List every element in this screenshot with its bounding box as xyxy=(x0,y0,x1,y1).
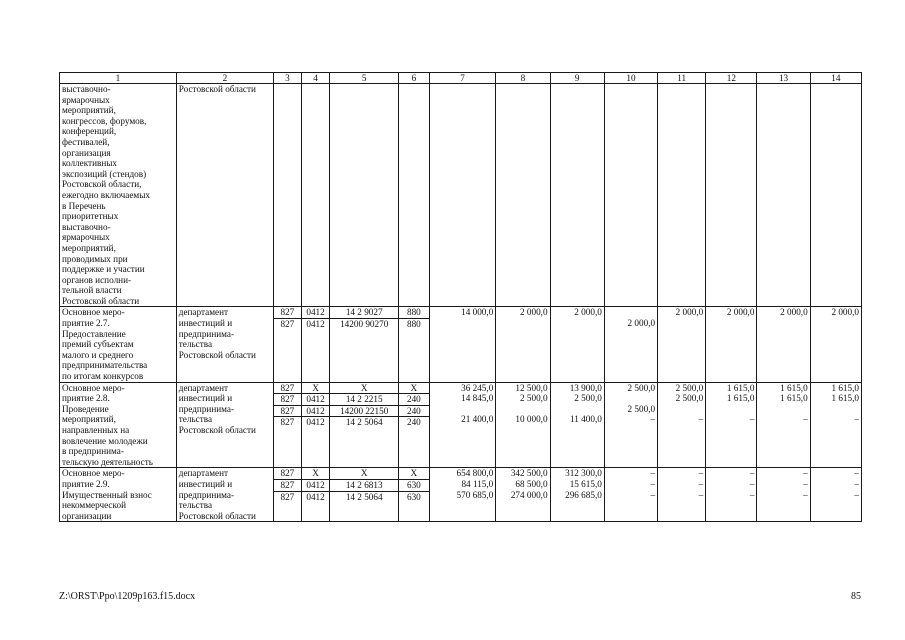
value-cell xyxy=(604,382,657,468)
cell-text: приоритетных xyxy=(62,211,119,222)
cell-value: 827 xyxy=(280,307,295,318)
value-cell xyxy=(496,307,550,382)
cell-text: Ростовской области, xyxy=(62,179,142,190)
value-cell xyxy=(604,307,657,382)
cell-value: – xyxy=(803,468,808,479)
cell-value: 84 115,0 xyxy=(461,478,494,489)
cell-value: 880 xyxy=(399,318,429,330)
cell-value: – xyxy=(854,478,859,489)
value-cell xyxy=(757,84,810,307)
column-header: 14 xyxy=(810,73,861,84)
cell-value: 827 xyxy=(274,479,301,491)
cell-value: 570 685,0 xyxy=(456,489,494,500)
cell-text: выставочно- xyxy=(62,84,111,94)
value-cell xyxy=(429,382,496,468)
cell-value: – xyxy=(698,489,704,500)
cell-value: 0412 xyxy=(302,405,330,417)
cell-value: 0412 xyxy=(302,393,330,405)
value-cell xyxy=(429,84,496,307)
cell-value: – xyxy=(749,489,755,500)
cell-text: малого и среднего xyxy=(62,349,134,360)
cell-value: – xyxy=(698,468,704,479)
value-cell xyxy=(706,84,757,307)
cell-value: Х xyxy=(360,382,368,393)
column-header: 7 xyxy=(429,73,496,84)
executor-cell xyxy=(176,468,273,522)
value-cell xyxy=(301,468,330,522)
cell-value: 827 xyxy=(274,416,301,428)
cell-value: 312 300,0 xyxy=(565,468,602,479)
cell-text: организация xyxy=(62,147,111,158)
value-cell xyxy=(658,307,706,382)
cell-value: Х xyxy=(312,382,319,393)
cell-text: поддержке и участии xyxy=(62,264,145,275)
value-cell xyxy=(301,382,330,468)
cell-value: 68 500,0 xyxy=(515,478,548,489)
cell-text: тельства xyxy=(178,414,213,425)
value-cell xyxy=(604,468,657,522)
value-cell xyxy=(757,382,810,468)
cell-value xyxy=(660,404,703,415)
cell-value: – xyxy=(698,478,704,489)
value-cell xyxy=(604,84,657,307)
executor-cell xyxy=(176,382,273,468)
column-header: 2 xyxy=(176,73,273,84)
value-cell xyxy=(550,468,604,522)
cell-value: 2 000,0 xyxy=(675,307,704,318)
cell-value xyxy=(759,318,807,329)
cell-text: Имущественный взнос xyxy=(62,489,152,500)
cell-value: 1 615,0 xyxy=(831,382,859,393)
value-cell xyxy=(301,307,330,382)
table-row xyxy=(60,382,862,468)
cell-text: Ростовской области xyxy=(62,295,140,306)
cell-text: Предоставление xyxy=(62,328,126,339)
column-header: 9 xyxy=(550,73,604,84)
cell-text: приятие 2.7. xyxy=(62,318,110,329)
cell-value: 827 xyxy=(274,318,301,330)
value-cell xyxy=(301,84,330,307)
value-cell xyxy=(550,307,604,382)
value-cell xyxy=(810,468,861,522)
cell-value xyxy=(498,318,547,329)
activity-name-cell xyxy=(60,468,177,522)
cell-value: 296 685,0 xyxy=(565,489,602,500)
cell-value xyxy=(553,318,602,329)
cell-value: 274 000,0 xyxy=(510,489,548,500)
value-cell xyxy=(658,84,706,307)
cell-text: Проведение xyxy=(62,403,109,414)
cell-value: – xyxy=(650,489,656,500)
cell-value: 14 2 2215 xyxy=(330,393,398,405)
cell-value: 827 xyxy=(280,468,295,479)
column-header: 5 xyxy=(330,73,399,84)
value-cell xyxy=(330,84,399,307)
cell-text: Ростовской области xyxy=(178,84,256,94)
cell-value xyxy=(553,404,602,415)
cell-text: Основное меро- xyxy=(62,382,125,393)
cell-text: Основное меро- xyxy=(62,307,125,318)
cell-value: 14200 22150 xyxy=(330,405,398,417)
cell-text: приятие 2.8. xyxy=(62,393,110,404)
cell-value: 2 500,0 xyxy=(627,382,656,393)
value-cell xyxy=(550,382,604,468)
cell-value: – xyxy=(650,478,656,489)
column-header: 1 xyxy=(60,73,177,84)
cell-text: предпринимательства xyxy=(62,360,148,371)
cell-value: Х xyxy=(410,382,418,393)
cell-value: 14 2 5064 xyxy=(330,416,398,428)
cell-value: 2 500,0 xyxy=(675,393,704,404)
cell-value: 827 xyxy=(280,382,295,393)
cell-value: 240 xyxy=(399,405,429,417)
value-cell xyxy=(399,307,430,382)
column-header: 10 xyxy=(604,73,657,84)
value-cell xyxy=(399,84,430,307)
cell-value: 240 xyxy=(399,393,429,405)
cell-text: организации xyxy=(62,510,112,521)
column-header: 11 xyxy=(658,73,706,84)
cell-value: – xyxy=(650,414,656,425)
cell-value: 0412 xyxy=(302,479,330,491)
page-number: 85 xyxy=(851,591,861,602)
value-cell xyxy=(658,382,706,468)
cell-text: приятие 2.9. xyxy=(62,478,110,489)
cell-value: – xyxy=(803,489,808,500)
table-row xyxy=(60,307,862,382)
cell-value: 630 xyxy=(399,491,429,503)
cell-text: департамент xyxy=(178,468,229,479)
cell-value: 1 615,0 xyxy=(780,393,808,404)
cell-value: 342 500,0 xyxy=(510,468,548,479)
cell-text: Ростовской области xyxy=(178,425,256,435)
cell-text: ярмарочных xyxy=(62,94,110,105)
executor-cell xyxy=(176,84,273,307)
value-cell xyxy=(274,84,302,307)
cell-value: 240 xyxy=(399,416,429,428)
cell-value: – xyxy=(749,478,755,489)
value-cell xyxy=(274,468,302,522)
cell-value xyxy=(432,318,494,329)
file-path: Z:\ORST\Ppo\1209p163.f15.docx xyxy=(59,591,196,602)
cell-value: 2 500,0 xyxy=(574,393,602,404)
value-cell xyxy=(706,468,757,522)
cell-value xyxy=(498,404,547,415)
value-cell xyxy=(429,468,496,522)
cell-text: предпринима- xyxy=(178,403,235,414)
cell-text: в Перечень xyxy=(62,200,106,211)
cell-value xyxy=(708,318,754,329)
value-cell xyxy=(757,307,810,382)
cell-value: 12 500,0 xyxy=(515,382,548,393)
cell-value: 14 2 9027 xyxy=(345,307,383,318)
cell-value: – xyxy=(803,414,808,425)
cell-text: предпринима- xyxy=(178,328,235,339)
cell-value: – xyxy=(749,414,755,425)
cell-value: 14 845,0 xyxy=(461,393,494,404)
cell-value: 630 xyxy=(399,479,429,491)
value-cell xyxy=(496,468,550,522)
cell-value: 2 500,0 xyxy=(520,393,548,404)
cell-value: Х xyxy=(410,468,418,479)
cell-value: 2 000,0 xyxy=(520,307,548,318)
value-cell xyxy=(330,307,399,382)
value-cell xyxy=(274,307,302,382)
cell-text: Основное меро- xyxy=(62,468,125,479)
cell-value xyxy=(708,404,754,415)
cell-value: 0412 xyxy=(302,416,330,428)
cell-text: тельскую деятельность xyxy=(62,456,153,467)
table-row xyxy=(60,84,862,307)
cell-text: фестивалей, xyxy=(62,136,110,147)
cell-value: 0412 xyxy=(306,307,325,318)
cell-value: – xyxy=(854,468,859,479)
value-cell xyxy=(706,382,757,468)
column-header: 3 xyxy=(274,73,302,84)
cell-text: проводимых при xyxy=(62,253,128,264)
cell-value: – xyxy=(749,468,755,479)
cell-value: 14 2 5064 xyxy=(330,491,398,503)
value-cell xyxy=(810,84,861,307)
cell-text: органов исполни- xyxy=(62,274,132,285)
value-cell xyxy=(810,307,861,382)
cell-text: тельства xyxy=(178,339,213,350)
value-cell xyxy=(399,468,430,522)
table-row xyxy=(60,468,862,522)
cell-value xyxy=(813,318,859,329)
cell-text: конгрессов, форумов, xyxy=(62,115,147,126)
value-cell xyxy=(429,307,496,382)
cell-value: 2 000,0 xyxy=(831,307,859,318)
column-header: 13 xyxy=(757,73,810,84)
activity-name-cell xyxy=(60,307,177,382)
cell-text: в предпринима- xyxy=(62,446,124,457)
cell-text: премий субъектам xyxy=(62,339,134,350)
value-cell xyxy=(550,84,604,307)
cell-value: – xyxy=(698,414,704,425)
cell-value: 1 615,0 xyxy=(726,393,755,404)
cell-text: мероприятий, xyxy=(62,105,116,116)
cell-text: коллективных xyxy=(62,158,118,169)
cell-value: 10 000,0 xyxy=(515,414,548,425)
column-header: 4 xyxy=(301,73,330,84)
budget-table xyxy=(59,72,862,522)
cell-text: мероприятий, xyxy=(62,242,116,253)
cell-value xyxy=(432,404,494,415)
cell-value: 0412 xyxy=(302,491,330,503)
cell-value: 654 800,0 xyxy=(456,468,494,479)
cell-value: 880 xyxy=(406,307,421,318)
cell-value: 827 xyxy=(274,491,301,503)
cell-value: – xyxy=(803,478,808,489)
cell-value xyxy=(660,318,703,329)
cell-value: – xyxy=(650,468,656,479)
value-cell xyxy=(274,382,302,468)
cell-text: ежегодно включаемых xyxy=(62,189,150,200)
cell-text: вовлечение молодежи xyxy=(62,435,148,446)
cell-value xyxy=(813,404,859,415)
cell-value: 11 400,0 xyxy=(570,414,602,425)
cell-text: тельной власти xyxy=(62,285,122,296)
cell-value: 1 615,0 xyxy=(831,393,859,404)
cell-value: 36 245,0 xyxy=(461,382,494,393)
cell-value xyxy=(759,404,807,415)
activity-name-cell xyxy=(60,382,177,468)
cell-text: Ростовской области xyxy=(178,510,256,521)
cell-value: – xyxy=(854,489,859,500)
cell-value: 14200 90270 xyxy=(330,318,398,330)
cell-text: предпринима- xyxy=(178,489,235,500)
cell-value: 2 500,0 xyxy=(675,382,704,393)
executor-cell xyxy=(176,307,273,382)
cell-value: – xyxy=(854,414,859,425)
column-header: 12 xyxy=(706,73,757,84)
cell-text: выставочно- xyxy=(62,221,111,232)
cell-text: направленных на xyxy=(62,425,130,435)
value-cell xyxy=(706,307,757,382)
cell-value: 2 000,0 xyxy=(726,307,755,318)
value-cell xyxy=(658,468,706,522)
cell-value: Х xyxy=(312,468,319,479)
cell-value: 827 xyxy=(274,393,301,405)
cell-text: департамент xyxy=(178,382,229,393)
table-header-row xyxy=(60,73,862,84)
cell-value: 0412 xyxy=(302,318,330,330)
value-cell xyxy=(757,468,810,522)
cell-value xyxy=(607,307,655,318)
cell-value: 13 900,0 xyxy=(569,382,602,393)
value-cell xyxy=(399,382,430,468)
value-cell xyxy=(496,84,550,307)
cell-text: по итогам конкурсов xyxy=(62,371,144,382)
cell-text: мероприятий, xyxy=(62,414,116,425)
cell-value: 1 615,0 xyxy=(726,382,755,393)
cell-value: 21 400,0 xyxy=(461,414,494,425)
cell-value: 2 000,0 xyxy=(574,307,602,318)
cell-text: конференций, xyxy=(62,126,117,137)
cell-text: инвестиций и xyxy=(178,478,233,489)
value-cell xyxy=(810,382,861,468)
cell-value: 14 000,0 xyxy=(461,307,494,318)
cell-value: 14 2 6813 xyxy=(330,479,398,491)
cell-value xyxy=(607,393,655,404)
cell-value: 827 xyxy=(274,405,301,417)
cell-text: инвестиций и xyxy=(178,393,233,404)
cell-text: инвестиций и xyxy=(178,318,233,329)
cell-text: некоммерческой xyxy=(62,500,126,511)
cell-text: департамент xyxy=(178,307,229,318)
cell-value: 2 000,0 xyxy=(627,318,656,329)
cell-text: тельства xyxy=(178,500,213,511)
cell-value: 1 615,0 xyxy=(780,382,808,393)
cell-text: Ростовской области xyxy=(178,349,256,360)
cell-text: экспозиций (стендов) xyxy=(62,168,147,179)
cell-value: 2 500,0 xyxy=(627,403,656,414)
column-header: 6 xyxy=(399,73,430,84)
activity-name-cell xyxy=(60,84,177,307)
column-header: 8 xyxy=(496,73,550,84)
value-cell xyxy=(496,382,550,468)
cell-value: 15 615,0 xyxy=(569,478,602,489)
cell-text: ярмарочных xyxy=(62,232,110,243)
value-cell xyxy=(330,382,399,468)
cell-value: 2 000,0 xyxy=(780,307,808,318)
cell-value: Х xyxy=(360,468,368,479)
value-cell xyxy=(330,468,399,522)
